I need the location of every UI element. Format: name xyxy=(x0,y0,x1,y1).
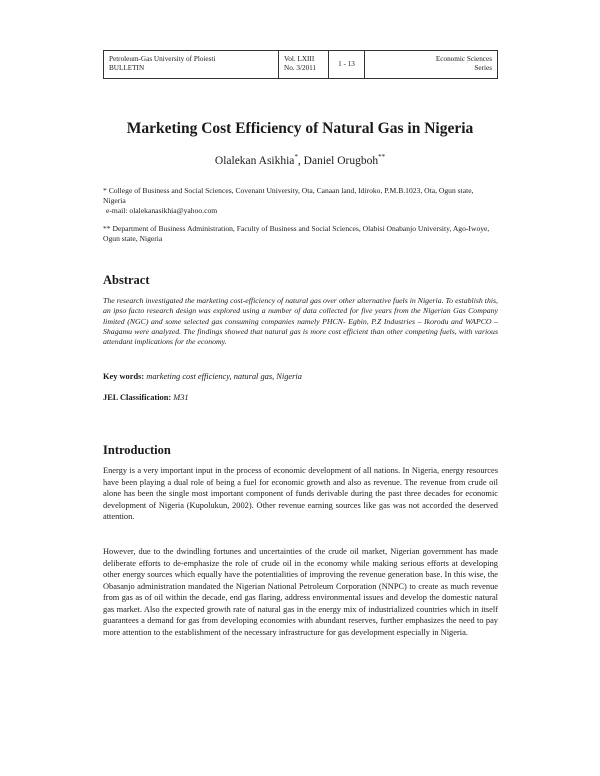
keywords-value: marketing cost efficiency, natural gas, Nigeria xyxy=(146,372,302,381)
pages-cell xyxy=(329,51,365,78)
series-name: Economic Sciences xyxy=(435,55,492,63)
jel-label: JEL Classification: xyxy=(103,393,172,402)
jel-classification xyxy=(103,393,189,402)
author-separator: , xyxy=(297,154,304,167)
author-2: Daniel Orugboh xyxy=(303,154,379,167)
introduction-paragraph-1: Energy is a very important input in the process of economic development of all nations. In Nigeria, energy resources have been playing a dual role of being a fuel for economic growth and also as revenue. The revenue from crude oil alone has been the single most important component of funds derivable during the past three decades for economic development of Nigeria (Kupolukun, 2002). Other revenue earning sources like gas was not accorded the deserved attention. xyxy=(103,466,498,521)
jel-value: M31 xyxy=(173,393,189,402)
introduction-heading: Introduction xyxy=(103,443,171,457)
affiliation-1-text: * College of Business and Social Sciences, Covenant University, Ota, Canaan land, Idiroko, P.M.B.1023, Ota, Ogun state, Nigeria xyxy=(103,186,474,205)
affiliation-2: ** Department of Business Administration, Faculty of Business and Social Sciences, Olabisi Onabanjo University, Ago-Iwoye, Ogun state, Nigeria xyxy=(103,224,490,243)
journal-type: BULLETIN xyxy=(109,64,145,72)
keywords-label: Key words: xyxy=(103,372,145,381)
journal-name: Petroleum-Gas University of Ploiesti xyxy=(109,55,216,63)
volume: Vol. LXIII xyxy=(284,55,315,63)
journal-name-cell xyxy=(104,51,279,78)
series-cell xyxy=(365,51,497,78)
keywords xyxy=(103,372,302,381)
issue-number: No. 3/2011 xyxy=(284,64,317,72)
abstract-heading: Abstract xyxy=(103,273,150,287)
author-email: e-mail: olalekanasikhia@yahoo.com xyxy=(106,206,218,215)
introduction-paragraph-2: However, due to the dwindling fortunes and uncertainties of the crude oil market, Nigerian government has made deliberate efforts to de-emphasize the role of crude oil in the economy while making serious efforts at developing other energy sources which equally have the potentialities of improving the revenue generation base. In this wise, the Obasanjo administration mandated the Nigerian National Petroleum Corporation (NNPC) to create as much revenue from gas as of oil within the decade, end gas flaring, address environmental issues and develop the domestic natural gas market. Also the expected growth rate of natural gas in the energy mix of industrialized countries which in itself guarantees a demand for gas from developing economies with abundant reserves, further emphasizes the need to pay more attention to the establishment of the necessary infrastructure for gas development especially in Nigeria. xyxy=(103,547,498,637)
affiliation-1 xyxy=(103,186,498,216)
journal-header-table xyxy=(103,50,498,79)
author-1: Olalekan Asikhia xyxy=(214,154,295,167)
volume-cell xyxy=(279,51,329,78)
page-range: 1 - 13 xyxy=(338,60,355,68)
author-2-mark: ** xyxy=(378,153,386,161)
author-1-mark: * xyxy=(294,153,298,161)
author-line xyxy=(0,153,600,167)
paper-title: Marketing Cost Efficiency of Natural Gas in Nigeria xyxy=(126,120,474,137)
abstract-text: The research investigated the marketing cost-efficiency of natural gas over other alternative fuels in Nigeria. To establish this, an ipso facto research design was explored using a number of data collected for five years from the Nigerian Gas Company limited (NGC) and some selected gas consuming companies namely PHCN- Egbin, P.Z Industries – Ikorodu and WAPCO – Shagamu were analyzed. The findings showed that natural gas is more cost efficient than other competing fuels, with various attendant implications for the economy. xyxy=(103,296,498,347)
series-label: Series xyxy=(474,64,492,72)
